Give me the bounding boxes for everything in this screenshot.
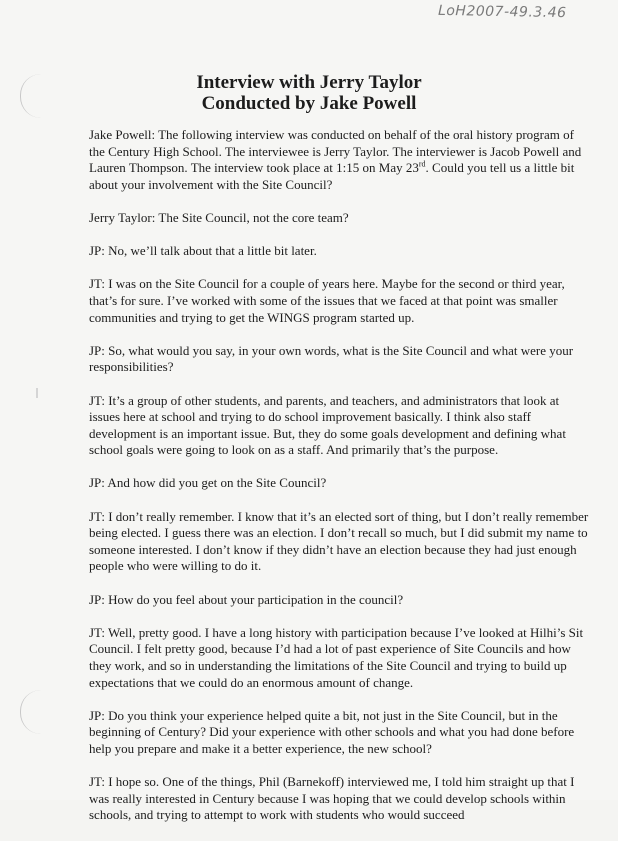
- ordinal-superscript: rd: [418, 159, 426, 169]
- transcript-paragraph: [89, 343, 589, 376]
- paragraph-text: JT: I was on the Site Council for a couple of years here. Maybe for the second or third year, that’s for sure. I’ve worked with some of the issues that we faced at that point was smaller communities and trying to get the WINGS program started up.: [89, 276, 565, 325]
- paragraph-text: JT: It’s a group of other students, and parents, and teachers, and administrators that look at issues here at school and trying to do school improvement basically. I think also staff development is an important issue. But, they do some goals development and defining what school goals were going to look on as a staff. And primarily that’s the purpose.: [89, 392, 566, 458]
- paragraph-text: JP: So, what would you say, in your own words, what is the Site Council and what were your responsibilities?: [89, 342, 574, 375]
- paragraph-text: JT: Well, pretty good. I have a long history with participation because I’ve looked at Hilhi’s Sit Council. I felt pretty good, because I’d had a lot of past experience of Site Councils and how they work, and so in understanding the limitations of the Site Council and trying to build up expectations that we could do an enormous amount of change.: [89, 624, 584, 690]
- punch-hole-mark: [20, 690, 41, 734]
- paragraph-text: Jerry Taylor: The Site Council, not the core team?: [89, 209, 349, 225]
- transcript-paragraph: [89, 592, 589, 609]
- paragraph-text: JT: I don’t really remember. I know that it’s an elected sort of thing, but I don’t really remember being elected. I guess there was an election. I don’t recall so much, but I did submit my name to someone interested. I don’t know if they didn’t have an election because they had just enough people who were willing to do it.: [89, 508, 589, 574]
- paragraph-text: JP: No, we’ll talk about that a little bit later.: [89, 243, 317, 259]
- paragraph-text: Jake Powell: The following interview was conducted on behalf of the oral history program of the Century High School. The interviewee is Jerry Taylor. The interviewer is Jacob Powell and Lauren Thompson. The interview took place at 1:15 on May 23: [89, 127, 582, 176]
- transcript-paragraph: [89, 774, 589, 824]
- transcript-body: [89, 127, 589, 841]
- paragraph-text: . Could you tell us a little bit about your involvement with the Site Council?: [89, 160, 575, 192]
- paragraph-text: JP: Do you think your experience helped quite a bit, not just in the Site Council, but in the beginning of Century? Did your experience with other schools and what you had done before help you prepare and make it a better experience, the new school?: [89, 707, 575, 756]
- paragraph-text: JP: How do you feel about your participation in the council?: [89, 591, 404, 607]
- handwritten-annotation: LoH2007-49.3.46: [437, 2, 567, 22]
- document-title: Interview with Jerry Taylor: [196, 72, 422, 93]
- document-subtitle: Conducted by Jake Powell: [201, 93, 417, 114]
- paragraph-text: JT: I hope so. One of the things, Phil (Barnekoff) interviewed me, I told him straight up that I was really interested in Century because I was hoping that we could develop schools within schools, and trying to attempt to work with students who would succeed: [89, 774, 575, 823]
- transcript-paragraph: [89, 393, 589, 459]
- paragraph-text: JP: And how did you get on the Site Council?: [89, 475, 327, 491]
- transcript-paragraph: [89, 243, 589, 260]
- transcript-paragraph: [89, 509, 589, 575]
- transcript-paragraph: [89, 127, 589, 193]
- transcript-paragraph: [89, 210, 589, 227]
- transcript-paragraph: [89, 708, 589, 758]
- transcript-paragraph: [89, 475, 589, 492]
- scan-mark: [36, 388, 38, 398]
- transcript-paragraph: [89, 276, 589, 326]
- transcript-paragraph: [89, 625, 589, 691]
